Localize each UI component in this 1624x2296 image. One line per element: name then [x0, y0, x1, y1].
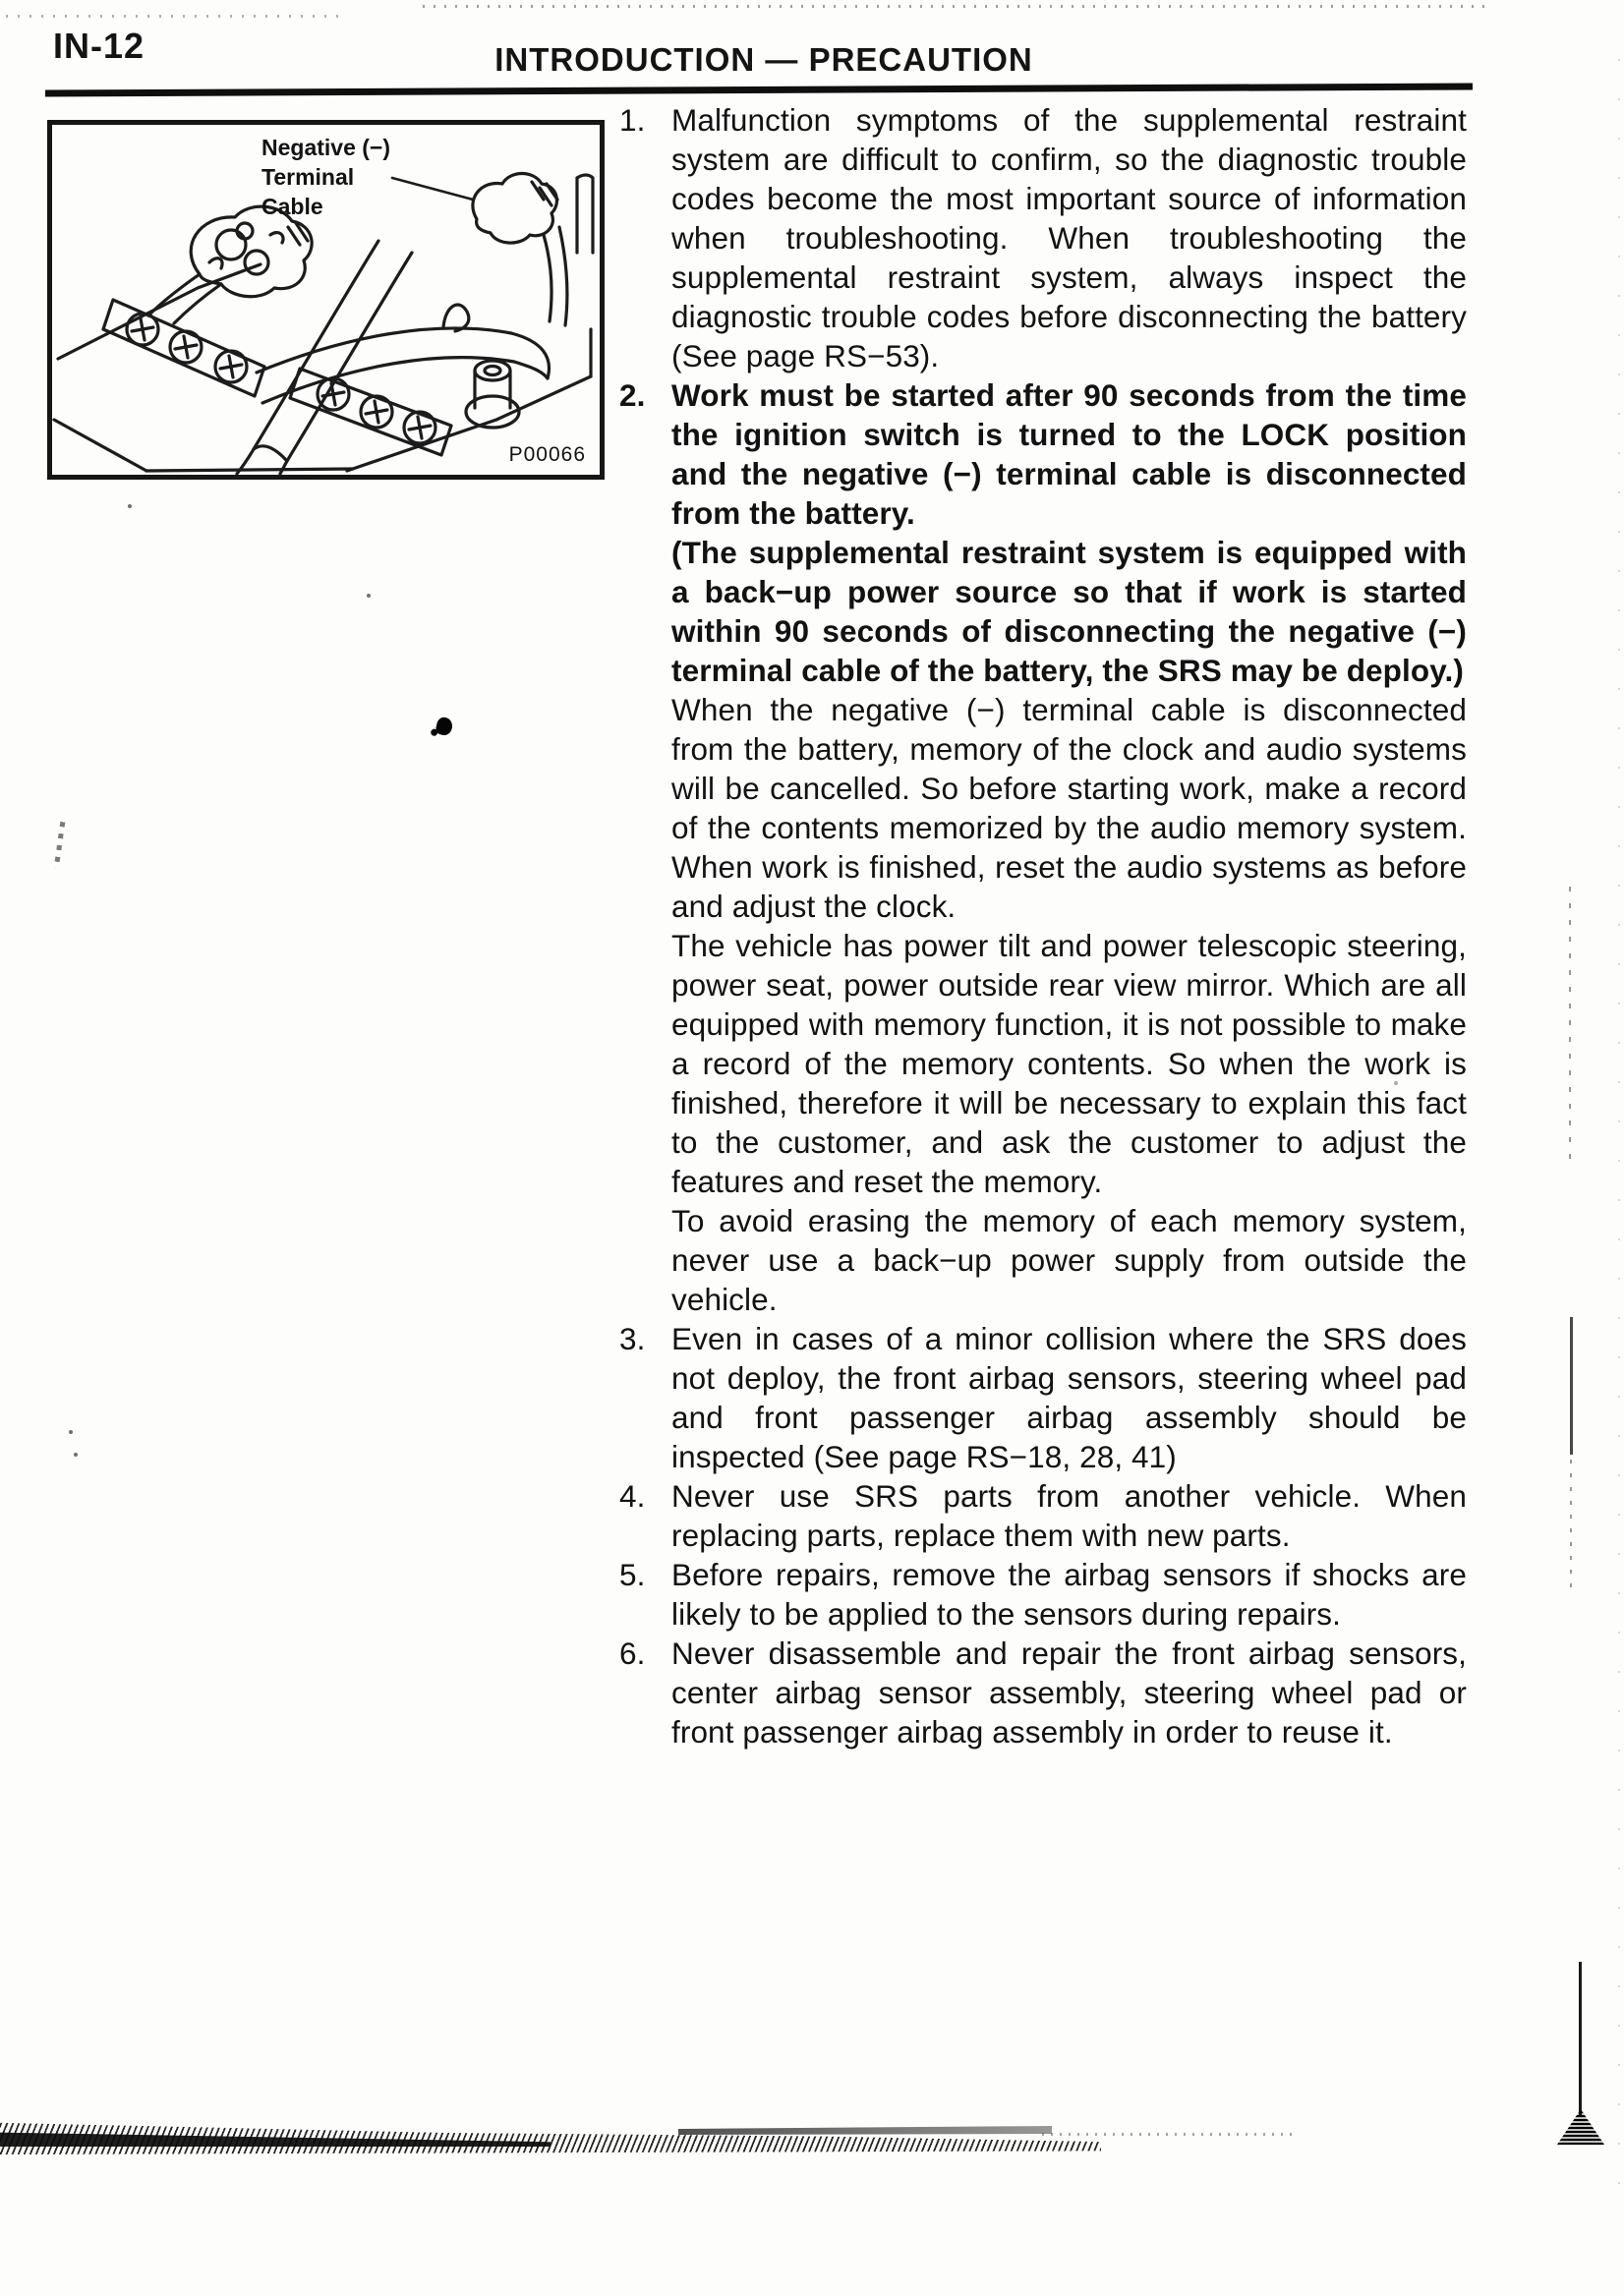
precaution-paragraph: Even in cases of a minor collision where the SRS does not deploy, the front airbag sensors, steering wheel pad and front passenger airbag assembly should be inspected (See page RS−18, 28, 41): [671, 1321, 1467, 1474]
precaution-paragraph: Never disassemble and repair the front airbag sensors, center airbag sensor assembly, steering wheel pad or front passenger airbag assembly in order to reuse it.: [671, 1636, 1467, 1750]
scan-noise-right-margin: [1570, 1460, 1572, 1587]
precaution-item: [619, 375, 1467, 1319]
scan-noise-corner: [1557, 2109, 1604, 2145]
precaution-number: 4.: [619, 1478, 646, 1514]
page-number: IN-12: [53, 26, 145, 66]
precaution-body: [671, 1555, 1467, 1634]
precaution-body: [671, 375, 1467, 1319]
scan-speck: [74, 1453, 78, 1457]
precaution-item: [619, 1476, 1467, 1555]
scan-noise-bottom-band: [0, 2131, 551, 2147]
scan-noise-top-dots: [6, 15, 340, 18]
figure-label: [261, 133, 390, 221]
precaution-paragraph: Before repairs, remove the airbag sensors if shocks are likely to be applied to the sensors during repairs.: [671, 1557, 1467, 1632]
scan-speck: [367, 594, 371, 598]
precaution-number: 5.: [619, 1557, 646, 1592]
scan-noise-bottom-band: [678, 2125, 1052, 2135]
figure-label-line: Terminal: [261, 164, 355, 190]
precaution-paragraph: Malfunction symptoms of the supplemental restraint system are difficult to confirm, so the diagnostic trouble codes become the most important source of information when troubleshooting. When troubleshooting the supplemental restraint system, always inspect the diagnostic trouble codes before disconnecting the battery (See page RS−53).: [671, 102, 1467, 373]
page-title: INTRODUCTION — PRECAUTION: [494, 41, 1033, 78]
figure-battery: [47, 120, 605, 480]
precaution-item: [619, 1634, 1467, 1751]
precaution-number: 2.: [619, 377, 646, 413]
precaution-body: [671, 1634, 1467, 1751]
figure-label-line: Negative (−): [261, 135, 391, 160]
scan-noise-bottom-band: [0, 2109, 1101, 2154]
scan-noise-top-dots: [423, 5, 1484, 8]
precaution-list: [619, 100, 1467, 1751]
precaution-paragraph: Work must be started after 90 seconds from the time the ignition switch is turned to the LOCK position and the negative (−) terminal cable is disconnected from the battery.: [671, 377, 1467, 531]
scan-speck: [54, 822, 66, 869]
scan-noise-right-edge: [1618, 59, 1620, 2221]
scan-noise-right-margin: [1569, 887, 1571, 1162]
precaution-paragraph: (The supplemental restraint system is equipped with a back−up power source so that if work is started within 90 seconds of disconnecting the negative (−) terminal cable of the battery, the SRS may be deploy.): [671, 535, 1467, 688]
precaution-paragraph: To avoid erasing the memory of each memory system, never use a back−up power supply from outside the vehicle.: [671, 1203, 1467, 1317]
scan-speck: [435, 716, 454, 736]
precaution-body: [671, 1476, 1467, 1555]
precaution-body: [671, 1319, 1467, 1476]
scan-speck: [128, 504, 132, 508]
precaution-paragraph: The vehicle has power tilt and power telescopic steering, power seat, power outside rear view mirror. Which are all equipped with memory function, it is not possible to make a record of the memory contents. So when the work is finished, therefore it will be necessary to explain this fact to the customer, and ask the customer to adjust the features and reset the memory.: [671, 928, 1467, 1199]
precaution-item: [619, 1319, 1467, 1476]
precaution-number: 6.: [619, 1636, 646, 1671]
figure-code: P00066: [508, 443, 586, 466]
scan-speck: [69, 1430, 73, 1434]
figure-label-line: Cable: [261, 194, 323, 219]
precaution-item: [619, 1555, 1467, 1634]
precaution-paragraph: Never use SRS parts from another vehicle. When replacing parts, replace them with new parts.: [671, 1478, 1467, 1553]
header-divider: [45, 83, 1473, 96]
precaution-number: 1.: [619, 102, 646, 138]
precaution-paragraph: When the negative (−) terminal cable is disconnected from the battery, memory of the clock and audio systems will be cancelled. So before starting work, make a record of the contents memorized by the audio memory system. When work is finished, reset the audio systems as before and adjust the clock.: [671, 692, 1467, 924]
precaution-number: 3.: [619, 1321, 646, 1356]
scan-noise-corner: [1579, 1962, 1582, 2115]
scan-noise-right-margin: [1570, 1317, 1573, 1455]
precaution-body: [671, 100, 1467, 375]
precaution-item: [619, 100, 1467, 375]
scan-noise-bottom-band: [1042, 2133, 1298, 2136]
